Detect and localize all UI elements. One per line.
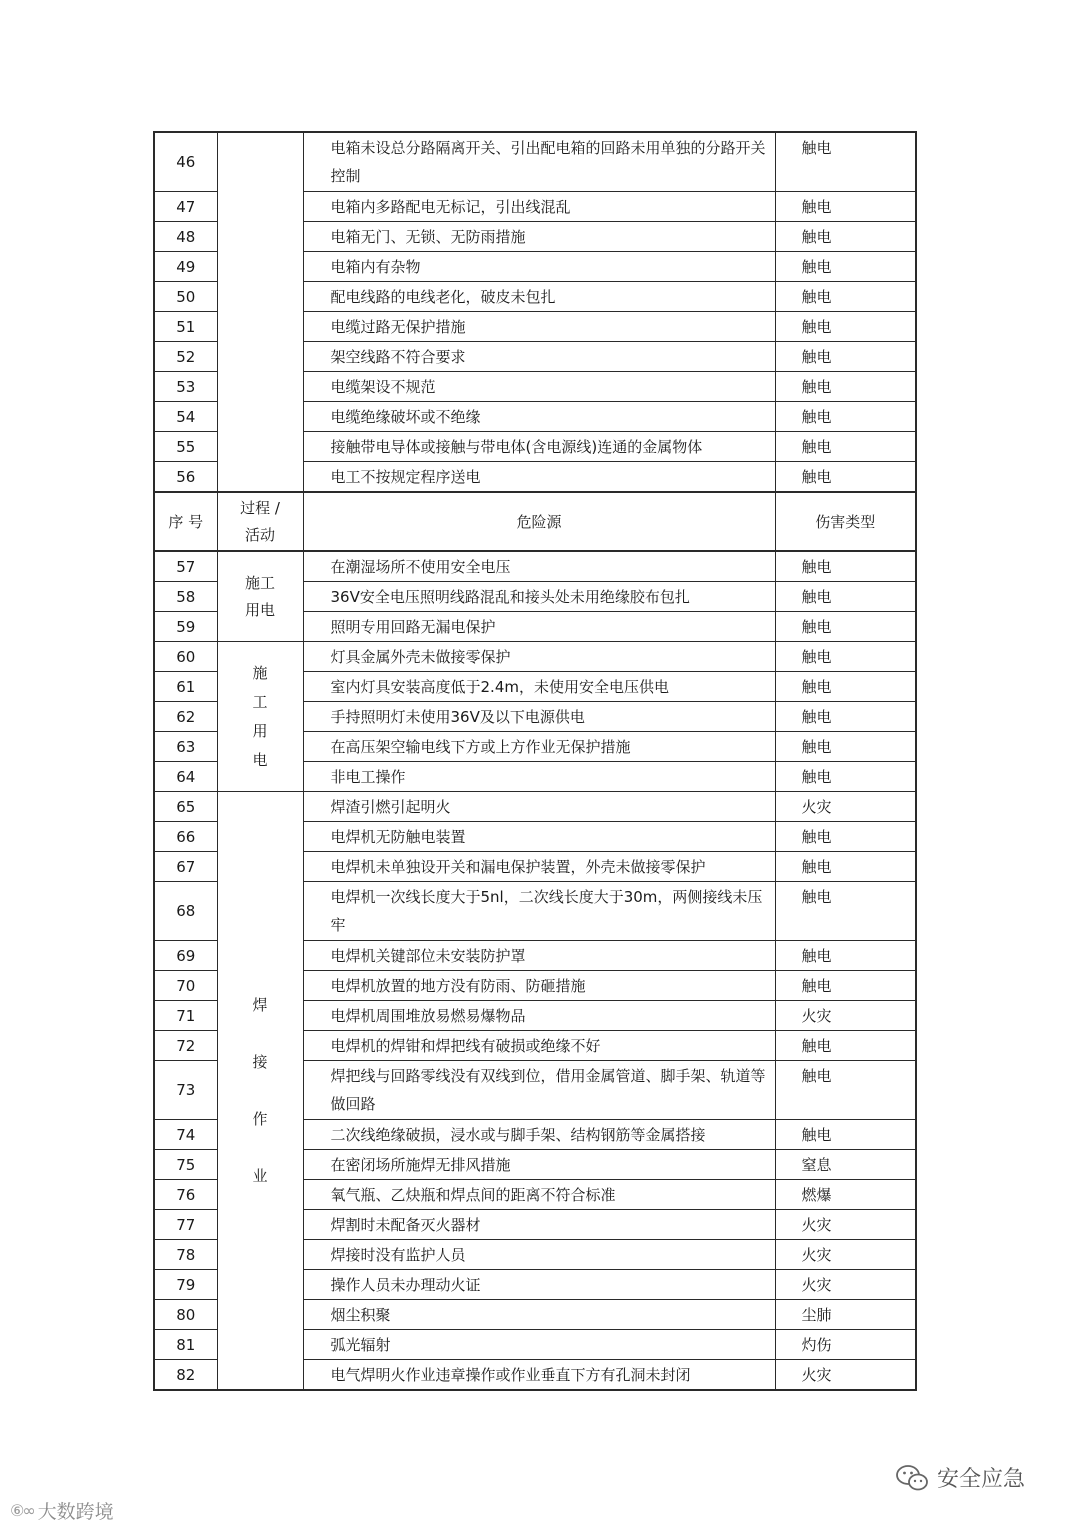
seq-cell: 61 <box>154 672 217 702</box>
injury-type-cell: 触电 <box>775 402 916 432</box>
seq-cell: 51 <box>154 312 217 342</box>
seq-cell: 76 <box>154 1180 217 1210</box>
injury-type-cell: 触电 <box>775 642 916 672</box>
seq-cell: 50 <box>154 282 217 312</box>
seq-cell: 71 <box>154 1001 217 1031</box>
seq-cell: 53 <box>154 372 217 402</box>
injury-type-cell: 触电 <box>775 732 916 762</box>
seq-cell: 65 <box>154 792 217 822</box>
hazard-cell: 二次线绝缘破损，浸水或与脚手架、结构钢筋等金属搭接 <box>303 1120 775 1150</box>
header-process: 过程 / 活动 <box>217 492 303 551</box>
seq-cell: 74 <box>154 1120 217 1150</box>
injury-type-cell: 火灾 <box>775 792 916 822</box>
seq-cell: 59 <box>154 612 217 642</box>
seq-cell: 81 <box>154 1330 217 1360</box>
process-cell <box>217 132 303 492</box>
hazard-cell: 36V安全电压照明线路混乱和接头处未用绝缘胶布包扎 <box>303 582 775 612</box>
watermark-left-text: 大数跨境 <box>37 1501 114 1523</box>
hazard-cell: 焊渣引燃引起明火 <box>303 792 775 822</box>
injury-type-cell: 触电 <box>775 312 916 342</box>
injury-type-cell: 火灾 <box>775 1001 916 1031</box>
hazard-cell: 配电线路的电线老化，破皮未包扎 <box>303 282 775 312</box>
hazard-cell: 电焊机放置的地方没有防雨、防砸措施 <box>303 971 775 1001</box>
hazard-cell: 照明专用回路无漏电保护 <box>303 612 775 642</box>
injury-type-cell: 触电 <box>775 342 916 372</box>
seq-cell: 66 <box>154 822 217 852</box>
hazard-cell: 电焊机周围堆放易燃易爆物品 <box>303 1001 775 1031</box>
seq-cell: 48 <box>154 222 217 252</box>
table-row <box>154 792 916 822</box>
hazard-cell: 电缆绝缘破坏或不绝缘 <box>303 402 775 432</box>
seq-cell: 57 <box>154 551 217 582</box>
seq-cell: 69 <box>154 941 217 971</box>
seq-cell: 79 <box>154 1270 217 1300</box>
injury-type-cell: 火灾 <box>775 1270 916 1300</box>
seq-cell: 55 <box>154 432 217 462</box>
injury-type-cell: 触电 <box>775 702 916 732</box>
hazard-cell: 弧光辐射 <box>303 1330 775 1360</box>
hazard-cell: 室内灯具安装高度低于2.4m，未使用安全电压供电 <box>303 672 775 702</box>
seq-cell: 80 <box>154 1300 217 1330</box>
injury-type-cell: 触电 <box>775 1031 916 1061</box>
header-seq: 序 号 <box>154 492 217 551</box>
injury-type-cell: 窒息 <box>775 1150 916 1180</box>
hazard-cell: 架空线路不符合要求 <box>303 342 775 372</box>
injury-type-cell: 触电 <box>775 372 916 402</box>
process-cell: 施 工 用 电 <box>217 642 303 792</box>
seq-cell: 78 <box>154 1240 217 1270</box>
seq-cell: 73 <box>154 1061 217 1120</box>
seq-cell: 68 <box>154 882 217 941</box>
injury-type-cell: 火灾 <box>775 1360 916 1391</box>
seq-cell: 67 <box>154 852 217 882</box>
injury-type-cell: 触电 <box>775 432 916 462</box>
hazard-cell: 操作人员未办理动火证 <box>303 1270 775 1300</box>
hazard-cell: 电焊机无防触电装置 <box>303 822 775 852</box>
injury-type-cell: 触电 <box>775 192 916 222</box>
seq-cell: 56 <box>154 462 217 493</box>
injury-type-cell: 触电 <box>775 1120 916 1150</box>
hazard-cell: 焊把线与回路零线没有双线到位，借用金属管道、脚手架、轨道等做回路 <box>303 1061 775 1120</box>
hazard-cell: 电焊机的焊钳和焊把线有破损或绝缘不好 <box>303 1031 775 1061</box>
injury-type-cell: 触电 <box>775 882 916 941</box>
header-injury: 伤害类型 <box>775 492 916 551</box>
process-cell: 焊 接 作 业 <box>217 792 303 1391</box>
hazard-cell: 接触带电导体或接触与带电体(含电源线)连通的金属物体 <box>303 432 775 462</box>
seq-cell: 70 <box>154 971 217 1001</box>
watermark-left <box>10 1497 114 1524</box>
hazard-cell: 焊接时没有监护人员 <box>303 1240 775 1270</box>
hazard-cell: 电气焊明火作业违章操作或作业垂直下方有孔洞未封闭 <box>303 1360 775 1391</box>
seq-cell: 77 <box>154 1210 217 1240</box>
hazard-cell: 电箱内多路配电无标记，引出线混乱 <box>303 192 775 222</box>
injury-type-cell: 触电 <box>775 551 916 582</box>
hazard-cell: 焊割时未配备灭火器材 <box>303 1210 775 1240</box>
injury-type-cell: 触电 <box>775 252 916 282</box>
hazard-cell: 电焊机关键部位未安装防护罩 <box>303 941 775 971</box>
seq-cell: 62 <box>154 702 217 732</box>
seq-cell: 64 <box>154 762 217 792</box>
injury-type-cell: 触电 <box>775 462 916 493</box>
hazard-cell: 电缆架设不规范 <box>303 372 775 402</box>
hazard-cell: 非电工操作 <box>303 762 775 792</box>
seq-cell: 49 <box>154 252 217 282</box>
hazard-cell: 在潮湿场所不使用安全电压 <box>303 551 775 582</box>
process-cell: 施工用电 <box>217 551 303 642</box>
injury-type-cell: 触电 <box>775 941 916 971</box>
hazard-table <box>153 131 917 1391</box>
seq-cell: 58 <box>154 582 217 612</box>
brand-logo-icon: ⑥∞ <box>10 1501 34 1520</box>
injury-type-cell: 触电 <box>775 612 916 642</box>
injury-type-cell: 触电 <box>775 222 916 252</box>
injury-type-cell: 触电 <box>775 282 916 312</box>
injury-type-cell: 火灾 <box>775 1210 916 1240</box>
header-hazard: 危险源 <box>303 492 775 551</box>
seq-cell: 52 <box>154 342 217 372</box>
table-row <box>154 642 916 672</box>
hazard-cell: 氧气瓶、乙炔瓶和焊点间的距离不符合标准 <box>303 1180 775 1210</box>
injury-type-cell: 燃爆 <box>775 1180 916 1210</box>
hazard-cell: 在高压架空输电线下方或上方作业无保护措施 <box>303 732 775 762</box>
hazard-cell: 电箱未设总分路隔离开关、引出配电箱的回路未用单独的分路开关控制 <box>303 132 775 192</box>
injury-type-cell: 触电 <box>775 762 916 792</box>
hazard-cell: 电箱内有杂物 <box>303 252 775 282</box>
table-header-row <box>154 492 916 551</box>
seq-cell: 54 <box>154 402 217 432</box>
hazard-cell: 电焊机一次线长度大于5nl，二次线长度大于30m，两侧接线未压牢 <box>303 882 775 941</box>
watermark-right <box>895 1462 1025 1493</box>
hazard-cell: 手持照明灯未使用36V及以下电源供电 <box>303 702 775 732</box>
seq-cell: 75 <box>154 1150 217 1180</box>
seq-cell: 72 <box>154 1031 217 1061</box>
injury-type-cell: 触电 <box>775 672 916 702</box>
wechat-icon <box>895 1463 929 1493</box>
injury-type-cell: 触电 <box>775 132 916 192</box>
seq-cell: 60 <box>154 642 217 672</box>
injury-type-cell: 灼伤 <box>775 1330 916 1360</box>
seq-cell: 63 <box>154 732 217 762</box>
injury-type-cell: 火灾 <box>775 1240 916 1270</box>
hazard-cell: 电工不按规定程序送电 <box>303 462 775 493</box>
seq-cell: 82 <box>154 1360 217 1391</box>
hazard-cell: 电箱无门、无锁、无防雨措施 <box>303 222 775 252</box>
watermark-right-text: 安全应急 <box>937 1467 1026 1492</box>
table-row <box>154 132 916 192</box>
injury-type-cell: 触电 <box>775 852 916 882</box>
hazard-cell: 烟尘积聚 <box>303 1300 775 1330</box>
seq-cell: 47 <box>154 192 217 222</box>
seq-cell: 46 <box>154 132 217 192</box>
injury-type-cell: 触电 <box>775 1061 916 1120</box>
injury-type-cell: 尘肺 <box>775 1300 916 1330</box>
hazard-cell: 电缆过路无保护措施 <box>303 312 775 342</box>
injury-type-cell: 触电 <box>775 582 916 612</box>
hazard-cell: 灯具金属外壳未做接零保护 <box>303 642 775 672</box>
injury-type-cell: 触电 <box>775 971 916 1001</box>
table-row <box>154 551 916 582</box>
injury-type-cell: 触电 <box>775 822 916 852</box>
hazard-cell: 电焊机未单独设开关和漏电保护装置，外壳未做接零保护 <box>303 852 775 882</box>
hazard-cell: 在密闭场所施焊无排风措施 <box>303 1150 775 1180</box>
